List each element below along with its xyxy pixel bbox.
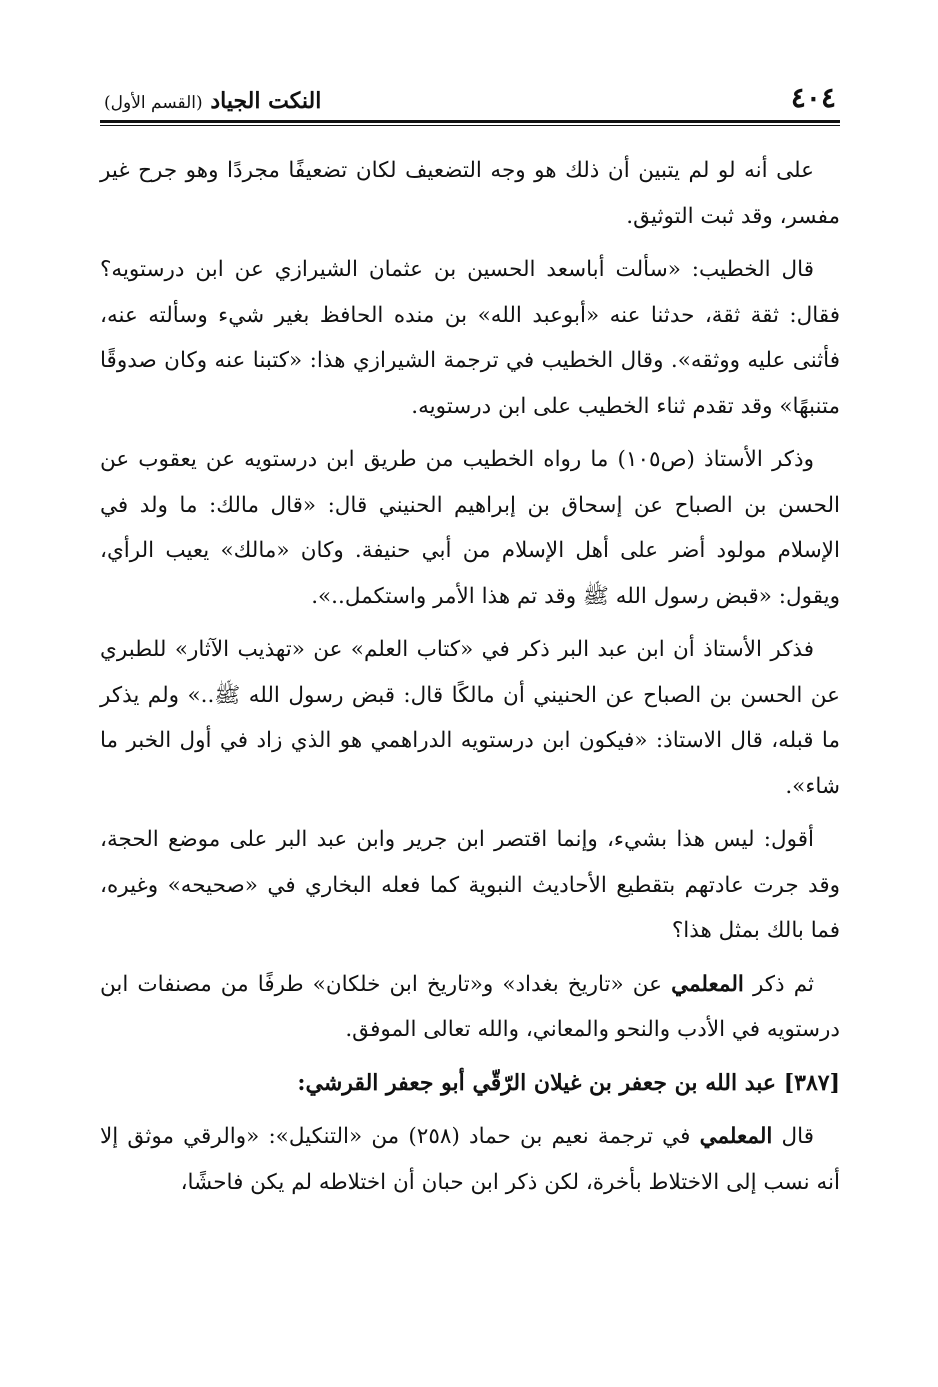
paragraph-text: قال الخطيب: «سألت أباسعد الحسين بن عثمان الشيرازي عن ابن درستويه؟ فقال: ثقة ثقة، حدثنا عنه «أبوعبد الله» بن منده الحافظ بغير شيء وسألته عنه، فأثنى عليه ووثقه». وقال الخطيب في ترجمة الشيرازي هذا: «كتبنا عنه وكان صدوقًا متنبهًا» وقد تقدم ثناء الخطيب على ابن درستويه. [100,257,840,419]
author-name: المعلمي [671,971,744,997]
paragraph-text: أقول: ليس هذا بشيء، وإنما اقتصر ابن جرير وابن عبد البر على موضع الحجة، وقد جرت عادتهم بتقطيع الأحاديث النبوية كما فعله البخاري في «صحيحه» وغيره، فما بالك بمثل هذا؟ [100,827,840,943]
book-title: النكت الجياد [210,88,322,114]
page-body [100,148,840,1205]
page-number: ٤٠٤ [790,81,836,114]
book-page [100,70,840,1213]
entry-heading [100,1061,840,1107]
paragraph-8 [100,1114,840,1205]
author-name: المعلمي [699,1124,773,1149]
paragraph-2 [100,247,840,429]
header-rule-thick [100,120,840,123]
paragraph-text: ثم ذكر [743,971,814,997]
header-rule-thin [100,125,840,126]
paragraph-text: وذكر الأستاذ (ص١٠٥) ما رواه الخطيب من طريق ابن درستويه عن يعقوب عن الحسن بن الصباح عن إسحاق بن إبراهيم الحنيني قال: «قال مالك: ما ولد في الإسلام مولود أضر على أهل الإسلام من أبي حنيفة. وكان «مالك» يعيب الرأي، ويقول: «قبض رسول الله ﷺ وقد تم هذا الأمر واستكمل..». [100,447,840,609]
paragraph-3 [100,437,840,619]
book-part: (القسم الأول) [104,93,203,113]
paragraph-text: عن «تاريخ بغداد» و«تاريخ ابن خلكان» طرفًا من مصنفات ابن درستويه في الأدب والنحو والمعاني، والله تعالى الموفق. [100,971,840,1042]
paragraph-1 [100,148,840,239]
paragraph-4 [100,627,840,809]
running-title [104,88,321,114]
paragraph-6 [100,962,840,1053]
paragraph-text: فذكر الأستاذ أن ابن عبد البر ذكر في «كتاب العلم» عن «تهذيب الآثار» للطبري عن الحسن بن الصباح عن الحنيني أن مالكًا قال: قبض رسول الله ﷺ..» ولم يذكر ما قبله، قال الاستاذ: «فيكون ابن درستويه الدراهمي هو الذي زاد في أول الخبر ما شاء». [100,637,840,799]
page-header [100,70,840,114]
paragraph-text: على أنه لو لم يتبين أن ذلك هو وجه التضعيف لكان تضعيفًا مجردًا وهو جرح غير مفسر، وقد ثبت التوثيق. [100,158,840,229]
paragraph-5 [100,817,840,954]
paragraph-text: في ترجمة نعيم بن حماد (٢٥٨) من «التنكيل»: «والرقي موثق إلا أنه نسب إلى الاختلاط بأخرة، لكن ذكر ابن حبان أن اختلاطه لم يكن فاحشًا، [100,1124,840,1195]
paragraph-text: قال [772,1124,814,1149]
entry-title: [٣٨٧] عبد الله بن جعفر بن غيلان الرّقّي أبو جعفر القرشي: [297,1069,840,1096]
